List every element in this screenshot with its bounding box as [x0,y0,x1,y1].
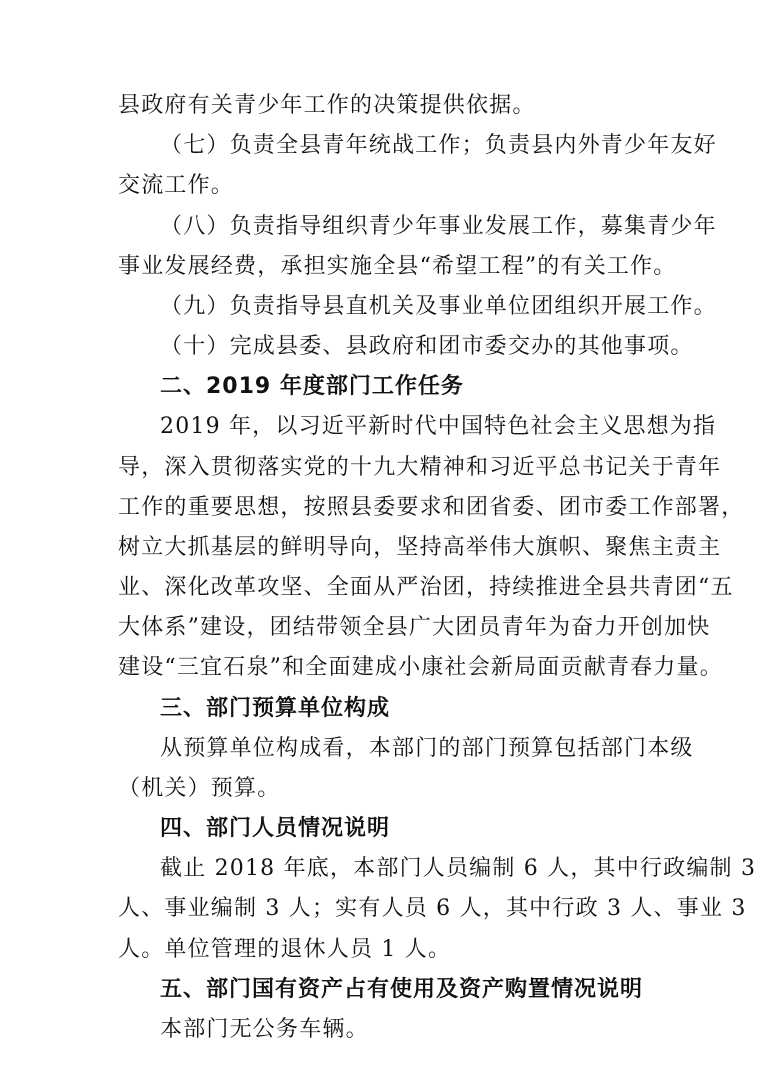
paragraph-line: （七）负责全县青年统战工作；负责县内外青少年友好 [160,133,717,158]
paragraph-line: 人、事业编制 3 人；实有人员 6 人，其中行政 3 人、事业 3 [118,896,747,921]
paragraph-line: 工作的重要思想，按照县委要求和团省委、团市委工作部署， [118,495,745,520]
paragraph-line: 从预算单位构成看，本部门的部门预算包括部门本级 [160,736,694,761]
paragraph-line: 交流工作。 [118,173,235,198]
paragraph-line: 树立大抓基层的鲜明导向，坚持高举伟大旗帜、聚焦主责主 [118,535,722,560]
section-heading: 五、部门国有资产占有使用及资产购置情况说明 [160,977,644,1002]
paragraph-line: 人。单位管理的退休人员 1 人。 [118,937,452,962]
paragraph-line: 大体系”建设，团结带领全县广大团员青年为奋力开创加快 [118,615,711,640]
section-heading: 二、2019 年度部门工作任务 [160,374,464,399]
section-heading: 三、部门预算单位构成 [160,696,391,721]
paragraph-line: 事业发展经费，承担实施全县“希望工程”的有关工作。 [118,254,677,279]
paragraph-line: 业、深化改革攻坚、全面从严治团，持续推进全县共青团“五 [118,575,734,600]
paragraph-line: 截止 2018 年底，本部门人员编制 6 人，其中行政编制 3 [160,856,757,881]
paragraph-line: 建设“三宜石泉”和全面建成小康社会新局面贡献青春力量。 [118,655,723,680]
paragraph-line: 2019 年，以习近平新时代中国特色社会主义思想为指 [160,414,717,439]
paragraph-line: （机关）预算。 [118,776,281,801]
section-heading: 四、部门人员情况说明 [160,816,391,841]
paragraph-line: （十）完成县委、县政府和团市委交办的其他事项。 [160,334,694,359]
paragraph-line: 导，深入贯彻落实党的十九大精神和习近平总书记关于青年 [118,455,722,480]
paragraph-line: 本部门无公务车辆。 [160,1017,369,1042]
paragraph-line: （九）负责指导县直机关及事业单位团组织开展工作。 [160,294,717,319]
paragraph-line: 县政府有关青少年工作的决策提供依据。 [118,93,536,118]
paragraph-line: （八）负责指导组织青少年事业发展工作，募集青少年 [160,214,717,239]
